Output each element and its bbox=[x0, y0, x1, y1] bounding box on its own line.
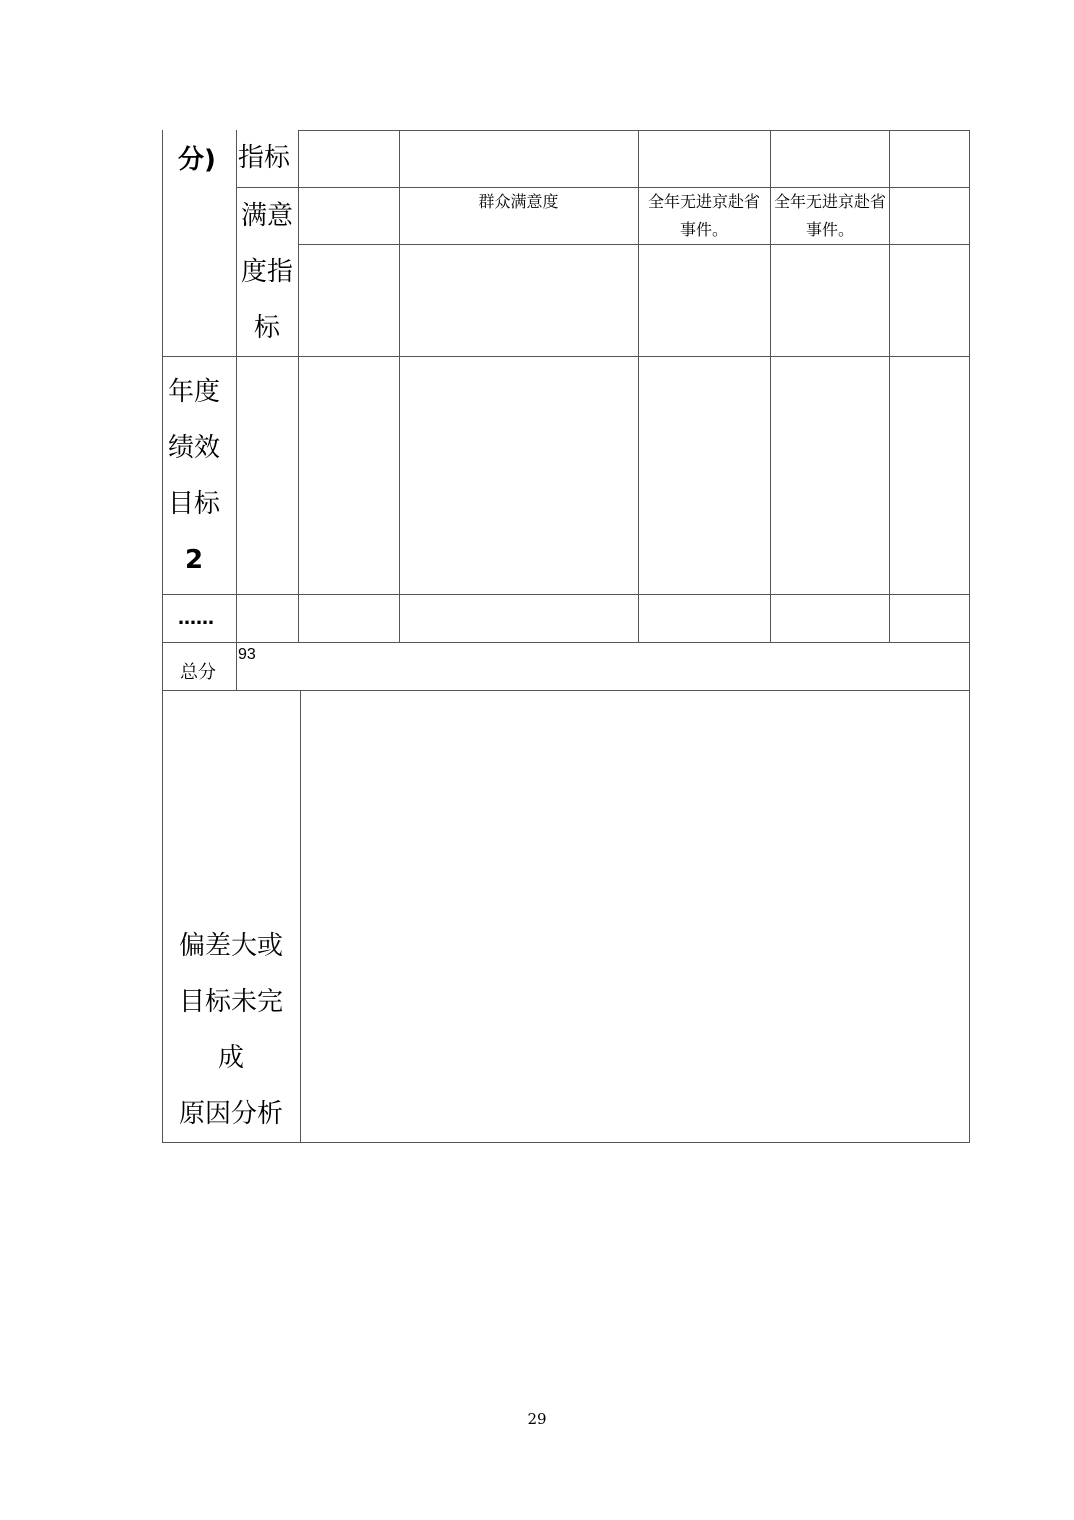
grid-line bbox=[770, 130, 771, 642]
label-line: 绩效 bbox=[167, 433, 220, 463]
grid-line bbox=[300, 690, 301, 1142]
deviation-analysis-label bbox=[164, 918, 298, 1142]
grid-line bbox=[162, 690, 970, 691]
label-line: 年度 bbox=[167, 377, 220, 407]
grid-line bbox=[162, 1142, 970, 1143]
grid-line bbox=[298, 130, 299, 642]
label-line: 度指 bbox=[240, 257, 293, 287]
label-line: 2 bbox=[184, 545, 204, 575]
total-score-value: 93 bbox=[238, 646, 256, 663]
label-line: 偏差大或 bbox=[178, 931, 283, 961]
indicator-label: 指标 bbox=[238, 143, 291, 173]
satisfaction-target-value: 全年无进京赴省事件。 bbox=[647, 192, 760, 239]
annual-goal-2-label bbox=[162, 364, 226, 588]
grid-line bbox=[889, 130, 890, 642]
label-line: 目标 bbox=[167, 489, 220, 519]
label-line: 目标未完 bbox=[178, 987, 283, 1017]
satisfaction-indicator-label bbox=[236, 188, 298, 356]
total-score-label: 总分 bbox=[180, 662, 216, 683]
label-line: 成 bbox=[217, 1043, 244, 1073]
page-number: 29 bbox=[527, 1410, 547, 1428]
grid-line bbox=[969, 130, 970, 1143]
satisfaction-actual-value: 全年无进京赴省事件。 bbox=[773, 192, 886, 239]
label-line: 满意 bbox=[240, 201, 293, 231]
grid-line bbox=[162, 642, 970, 643]
category-fragment-label: 分) bbox=[178, 145, 216, 175]
satisfaction-indicator-name: 群众满意度 bbox=[478, 192, 559, 211]
grid-line bbox=[162, 130, 163, 1143]
grid-line bbox=[162, 594, 970, 595]
ellipsis-row-label: …… bbox=[178, 608, 214, 629]
label-line: 原因分析 bbox=[178, 1099, 283, 1129]
label-line: 标 bbox=[253, 313, 280, 343]
grid-line bbox=[162, 356, 970, 357]
grid-line bbox=[638, 130, 639, 642]
